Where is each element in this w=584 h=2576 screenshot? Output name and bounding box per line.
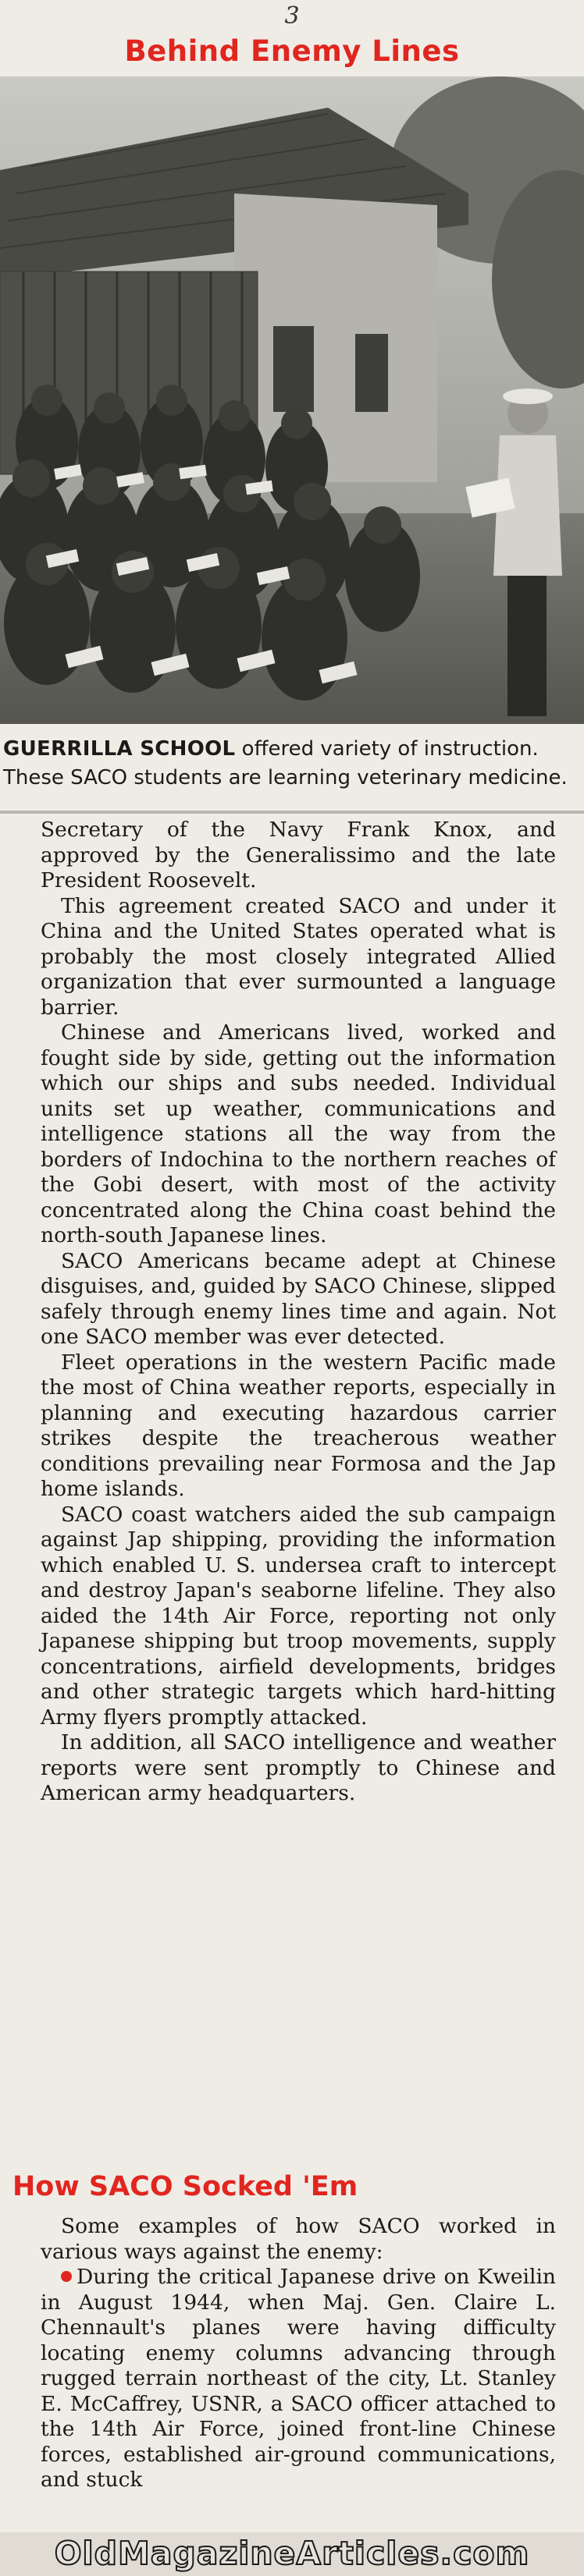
divider <box>0 811 584 814</box>
guerrilla-school-photo <box>0 76 584 724</box>
section-intro: Some examples of how SACO worked in various ways against the enemy: <box>41 2214 556 2264</box>
caption-text: offered variety of instruction. These SACO students are learning veterinary medicine. <box>3 737 568 789</box>
section-bullet-item <box>41 2265 556 2493</box>
article-paragraph: Fleet operations in the western Pacific made the most of China weather reports, especially in planning and executing hazardous carrier strikes despite the treacherous weather conditions prevailing near Formosa and the Jap home islands. <box>41 1350 556 1501</box>
photo-caption <box>3 735 581 793</box>
article-paragraph: In addition, all SACO intelligence and weather reports were sent promptly to Chinese and American army headquarters. <box>41 1730 556 1805</box>
bullet-text: During the critical Japanese drive on Kweilin in August 1944, when Maj. Gen. Claire L. Chennault's planes were having difficulty locating enemy columns advancing through rugged terrain northeast of the city, Lt. Stanley E. McCaffrey, USNR, a SACO officer attached to the 14th Air Force, joined front-line Chinese forces, established air-ground communications, and stuck <box>41 2265 556 2492</box>
article-paragraph: This agreement created SACO and under it China and the United States operated what is probably the most closely integrated Allied organization that ever surmounted a language barrier. <box>41 893 556 1020</box>
section-body <box>41 2214 556 2493</box>
article-paragraph: SACO Americans became adept at Chinese disguises, and, guided by SACO Chinese, slipped safely through enemy lines time and again. Not one SACO member was ever detected. <box>41 1248 556 1349</box>
article-paragraph: Chinese and Americans lived, worked and fought side by side, getting out the information which our ships and subs needed. Individual units set up weather, communications and intelligence stations all the way from the borders of Indochina to the northern reaches of the Gobi desert, with most of the activity concentrated along the China coast behind the north-south Japanese lines. <box>41 1020 556 1247</box>
article-body <box>41 818 556 1807</box>
site-footer[interactable]: OldMagazineArticles.com <box>0 2532 584 2576</box>
caption-lead: GUERRILLA SCHOOL <box>3 737 236 761</box>
bullet-dot-icon <box>61 2271 72 2282</box>
headline: Behind Enemy Lines <box>124 34 460 68</box>
section-subhead: How SACO Socked 'Em <box>12 2171 358 2202</box>
article-paragraph: Secretary of the Navy Frank Knox, and approved by the Generalissimo and the late President Roosevelt. <box>41 818 556 892</box>
page-number: 3 <box>284 2 300 30</box>
article-paragraph: SACO coast watchers aided the sub campaign against Jap shipping, providing the information which enabled U. S. undersea craft to intercept and destroy Japan's seaborne lifeline. They also aided the 14th Air Force, reporting not only Japanese shipping but troop movements, supply concentrations, airfield developments, bridges and other strategic targets which hard-hitting Army flyers promptly attacked. <box>41 1502 556 1730</box>
